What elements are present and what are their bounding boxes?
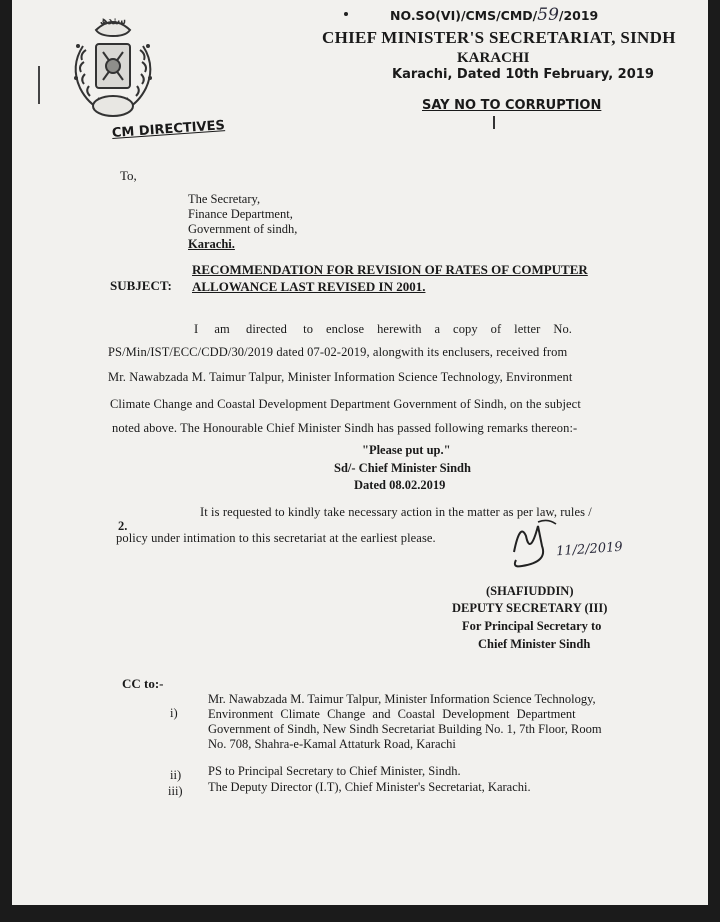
- seal-caption: سندھ: [100, 15, 126, 27]
- subject-line-1: RECOMMENDATION FOR REVISION OF RATES OF COMPUTER: [192, 262, 588, 277]
- cc-item-line: PS to Principal Secretary to Chief Minister, Sindh.: [208, 764, 461, 778]
- cc-item-number: i): [170, 706, 178, 720]
- cc-label: CC to:-: [122, 676, 164, 691]
- anti-corruption-slogan: SAY NO TO CORRUPTION: [422, 98, 602, 113]
- body-paragraph-1-line: Climate Change and Coastal Development Department Government of Sindh, on the subject: [110, 397, 581, 411]
- recipient-line: Finance Department,: [188, 207, 293, 221]
- recipient-line: Government of sindh,: [188, 222, 298, 236]
- signatory-name: (SHAFIUDDIN): [486, 584, 574, 598]
- signature-date: 11/2/2019: [555, 539, 624, 560]
- recipient-line: Karachi.: [188, 237, 235, 251]
- paragraph-2-line-1: It is requested to kindly take necessary action in the matter as per law, rules /: [200, 505, 592, 519]
- pen-tick: [493, 116, 495, 129]
- body-paragraph-1-line: Mr. Nawabzada M. Taimur Talpur, Minister Information Science Technology, Environment: [108, 370, 573, 384]
- date-line: Karachi, Dated 10th February, 2019: [392, 67, 654, 82]
- reference-prefix: NO.SO(VI)/CMS/CMD/: [390, 8, 538, 23]
- body-paragraph-1-line: PS/Min/IST/ECC/CDD/30/2019 dated 07-02-2019, alongwith its enclusers, received from: [108, 345, 568, 359]
- signatory-designation: DEPUTY SECRETARY (III): [452, 601, 608, 615]
- reference-handwritten-number: 59: [537, 5, 559, 25]
- cc-item-line: Mr. Nawabzada M. Taimur Talpur, Minister Information Science Technology,: [208, 692, 596, 706]
- office-city: KARACHI: [457, 50, 530, 66]
- body-paragraph-1-line: noted above. The Honourable Chief Minister Sindh has passed following remarks thereon:-: [112, 421, 578, 435]
- letter-page: [12, 0, 708, 905]
- reference-bullet: [344, 12, 348, 16]
- remark-quote: "Please put up.": [362, 443, 451, 457]
- cc-item-line: The Deputy Director (I.T), Chief Minister's Secretariat, Karachi.: [208, 780, 531, 794]
- cc-item-number: ii): [170, 768, 182, 782]
- margin-mark: [38, 66, 40, 104]
- reference-year: /2019: [558, 8, 599, 23]
- remark-date: Dated 08.02.2019: [354, 478, 446, 492]
- paragraph-2-line-2: policy under intimation to this secretariat at the earliest please.: [116, 531, 436, 545]
- signatory-for-line-1: For Principal Secretary to: [462, 619, 602, 633]
- recipient-line: The Secretary,: [188, 192, 261, 206]
- reference-number: [390, 5, 598, 25]
- cc-item-line: Environment Climate Change and Coastal Development Department: [208, 707, 576, 721]
- subject-line-2: ALLOWANCE LAST REVISED IN 2001.: [192, 279, 426, 294]
- cc-item-line: Government of Sindh, New Sindh Secretariat Building No. 1, 7th Floor, Room: [208, 722, 602, 736]
- cc-item-line: No. 708, Shahra-e-Kamal Attaturk Road, Karachi: [208, 737, 456, 751]
- cc-item: [208, 692, 602, 752]
- body-paragraph-1-line: I am directed to enclose herewith a copy of letter No.: [194, 322, 573, 336]
- office-title: CHIEF MINISTER'S SECRETARIAT, SINDH: [322, 28, 676, 47]
- cc-item-number: iii): [168, 784, 183, 798]
- cm-directives-stamp: CM DIRECTIVES: [111, 118, 226, 141]
- to-label: To,: [120, 168, 137, 183]
- subject-label: SUBJECT:: [110, 278, 172, 293]
- recipient-block: [188, 192, 297, 252]
- remark-signed: Sd/- Chief Minister Sindh: [334, 461, 471, 475]
- signatory-for-line-2: Chief Minister Sindh: [478, 637, 591, 651]
- paragraph-2-number: 2.: [118, 519, 128, 533]
